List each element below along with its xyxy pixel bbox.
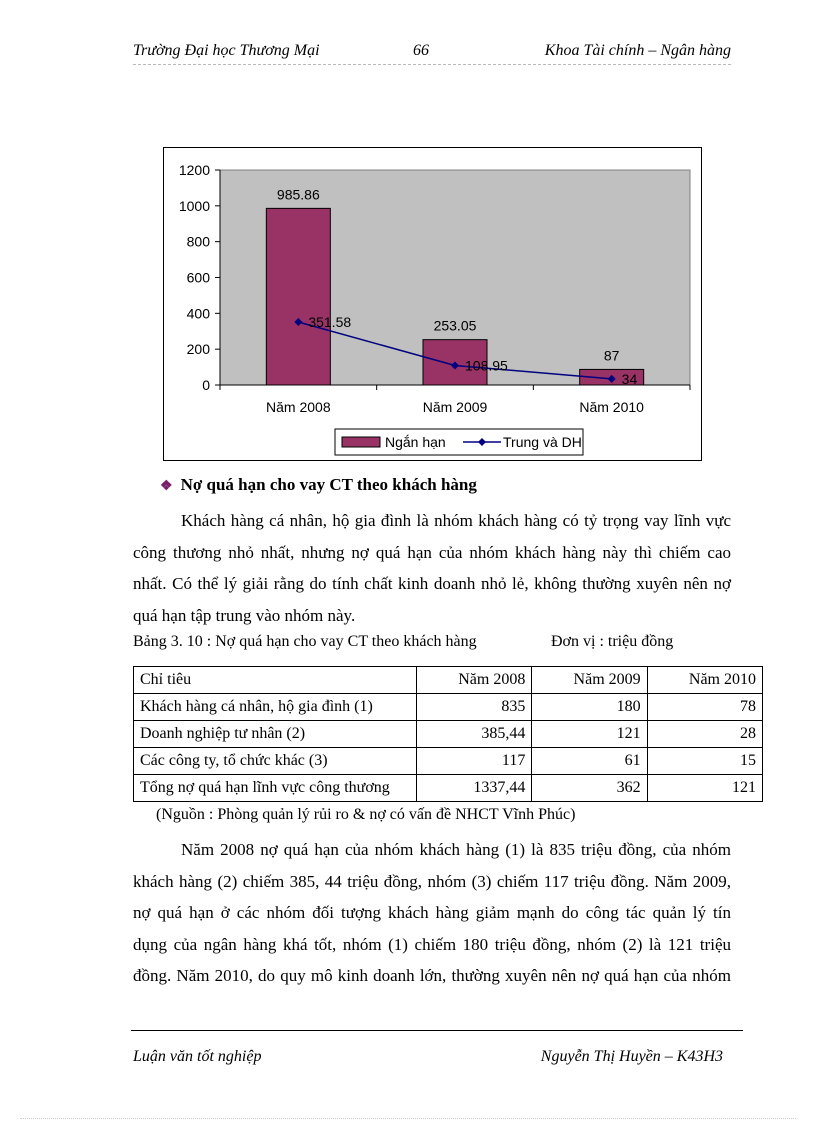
table-unit: Đơn vị : triệu đồng (551, 633, 674, 650)
paragraph-line: nợ quá hạn ở các nhóm đối tượng khách hàng giảm mạnh do công tác quản lý tín (133, 903, 731, 922)
table-cell: 1337,44 (417, 775, 532, 802)
bar-data-label: 87 (603, 347, 620, 364)
table-cell: 117 (417, 748, 532, 775)
line-data-label: 108.95 (465, 357, 508, 374)
y-tick-label: 600 (186, 269, 210, 286)
paragraph-line: dụng của ngân hàng khá tốt, nhóm (1) chiếm 180 triệu đồng, nhóm (2) là 121 triệu (133, 934, 731, 954)
line-data-label: 34 (621, 370, 638, 387)
table-cell: Khách hàng cá nhân, hộ gia đình (1) (134, 694, 417, 721)
legend-bar-swatch (342, 437, 380, 447)
table-cell: 835 (417, 694, 532, 721)
table-cell: Các công ty, tổ chức khác (3) (134, 748, 417, 775)
chart (163, 147, 702, 461)
table-cell: 28 (647, 721, 762, 748)
table-cell: Doanh nghiệp tư nhân (2) (134, 721, 417, 748)
page-edge-dots (20, 1118, 796, 1119)
x-tick-label: Năm 2008 (266, 399, 331, 415)
x-tick-label: Năm 2009 (422, 399, 488, 415)
legend-label: Ngắn hạn (385, 434, 446, 450)
table-header-cell: Chỉ tiêu (134, 667, 417, 694)
footer-author: Nguyễn Thị Huyền – K43H3 (540, 1048, 723, 1065)
table-cell: 180 (532, 694, 647, 721)
y-tick-label: 800 (186, 233, 210, 250)
y-tick-label: 1200 (178, 162, 210, 178)
table-cell: Tổng nợ quá hạn lĩnh vực công thương (134, 775, 417, 802)
header-school: Trường Đại học Thương Mại (133, 42, 320, 59)
paragraph-1 (133, 505, 731, 631)
paragraph-line: Năm 2008 nợ quá hạn của nhóm khách hàng (1) là 835 triệu đồng, của nhóm (181, 840, 731, 859)
section-heading-text: Nợ quá hạn cho vay CT theo khách hàng (180, 475, 477, 494)
debt-table (133, 666, 763, 802)
paragraph-line: nhất. Có thể lý giải rằng do tính chất kinh doanh nhỏ lẻ, không thường xuyên nên nợ (133, 574, 731, 593)
table-cell: 121 (647, 775, 762, 802)
paragraph-line: quá hạn tập trung vào nhóm này. (133, 605, 356, 625)
paragraph-2 (133, 834, 731, 992)
y-tick-label: 1000 (178, 197, 210, 214)
table-row (134, 775, 763, 802)
paragraph-line: đồng. Năm 2010, do quy mô kinh doanh lớn, thường xuyên nên nợ quá hạn của nhóm (133, 966, 731, 985)
table-cell: 15 (647, 748, 762, 775)
line-data-label: 351.58 (308, 314, 352, 331)
table-cell: 121 (532, 721, 647, 748)
bar (266, 208, 330, 385)
table-cell: 61 (532, 748, 647, 775)
legend-label: Trung và DH (503, 434, 582, 450)
paragraph-line: công thương nhỏ nhất, nhưng nợ quá hạn của nhóm khách hàng này thì chiếm cao (133, 542, 731, 562)
page-number: 66 (413, 42, 429, 59)
table-cell: 362 (532, 775, 647, 802)
table-header-cell: Năm 2008 (417, 667, 532, 694)
table-row (134, 748, 763, 775)
bar-data-label: 985.86 (276, 186, 320, 203)
footer-thesis: Luận văn tốt nghiệp (133, 1048, 262, 1065)
paragraph-line: Khách hàng cá nhân, hộ gia đình là nhóm khách hàng có tỷ trọng vay lĩnh vực (181, 511, 731, 530)
footer-rule (131, 1030, 743, 1031)
section-heading (160, 475, 477, 495)
y-tick-label: 400 (186, 305, 210, 322)
table-source: (Nguồn : Phòng quản lý rủi ro & nợ có vấn đề NHCT Vĩnh Phúc) (156, 806, 576, 823)
table-cell: 78 (647, 694, 762, 721)
table-header-row (134, 667, 763, 694)
table-caption-text: Bảng 3. 10 : Nợ quá hạn cho vay CT theo khách hàng (133, 633, 477, 650)
y-tick-label: 0 (202, 377, 210, 393)
bar-data-label: 253.05 (433, 317, 477, 334)
table-caption (133, 633, 674, 651)
table-cell: 385,44 (417, 721, 532, 748)
diamond-bullet-icon: ❖ (160, 479, 173, 494)
x-tick-label: Năm 2010 (579, 399, 644, 415)
page-header (133, 42, 731, 66)
paragraph-line: khách hàng (2) chiếm 385, 44 triệu đồng, nhóm (3) chiếm 117 triệu đồng. Năm 2009, (133, 871, 731, 891)
table-header-cell: Năm 2010 (647, 667, 762, 694)
table-row (134, 721, 763, 748)
table-row (134, 694, 763, 721)
y-tick-label: 200 (186, 341, 210, 358)
header-faculty: Khoa Tài chính – Ngân hàng (544, 42, 731, 59)
header-rule (133, 64, 731, 65)
chart-svg (164, 148, 701, 460)
table-header-cell: Năm 2009 (532, 667, 647, 694)
